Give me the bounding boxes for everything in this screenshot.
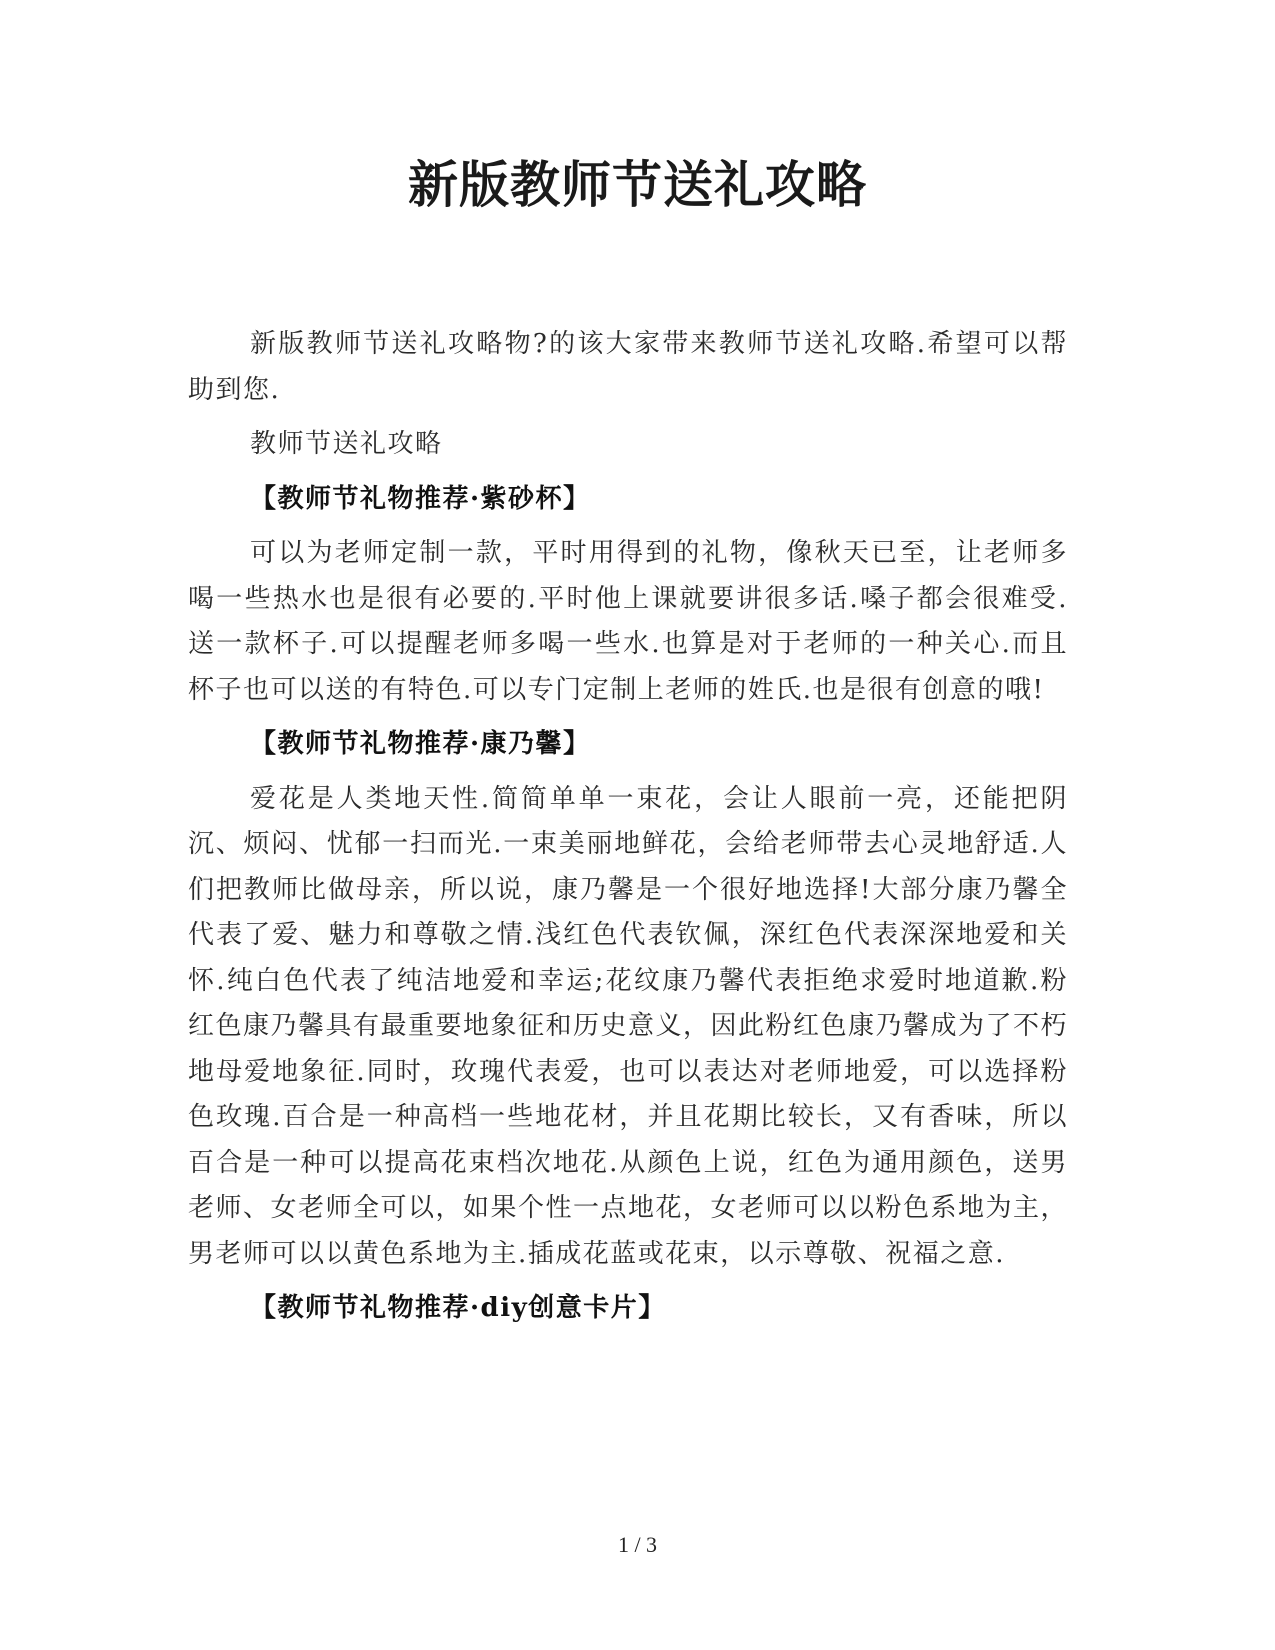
document-body <box>188 322 1068 1341</box>
section-body-zisha-cup: 可以为老师定制一款，平时用得到的礼物，像秋天已至，让老师多喝一些热水也是很有必要的.平时他上课就要讲很多话.嗓子都会很难受.送一款杯子.可以提醒老师多喝一些水.也算是对于老师的一种关心.而且杯子也可以送的有特色.可以专门定制上老师的姓氏.也是很有创意的哦! <box>188 538 1068 705</box>
subtitle-paragraph: 教师节送礼攻略 <box>250 429 443 459</box>
section-heading-diy-card: 【教师节礼物推荐·diy创意卡片】 <box>250 1293 666 1323</box>
section-heading-carnation: 【教师节礼物推荐·康乃馨】 <box>250 729 591 759</box>
intro-paragraph: 新版教师节送礼攻略物?的该大家带来教师节送礼攻略.希望可以帮助到您. <box>188 329 1068 405</box>
page-number: 1 / 3 <box>617 1532 658 1557</box>
document-title: 新版教师节送礼攻略 <box>408 155 867 214</box>
section-heading-zisha-cup: 【教师节礼物推荐·紫砂杯】 <box>250 483 591 514</box>
section-body-carnation: 爱花是人类地天性.简简单单一束花，会让人眼前一亮，还能把阴沉、烦闷、忧郁一扫而光.一束美丽地鲜花，会给老师带去心灵地舒适.人们把教师比做母亲，所以说，康乃馨是一个很好地选择!大部分康乃馨全代表了爱、魅力和尊敬之情.浅红色代表钦佩，深红色代表深深地爱和关怀.纯白色代表了纯洁地爱和幸运;花纹康乃馨代表拒绝求爱时地道歉.粉红色康乃馨具有最重要地象征和历史意义，因此粉红色康乃馨成为了不朽地母爱地象征.同时，玫瑰代表爱，也可以表达对老师地爱，可以选择粉色玫瑰.百合是一种高档一些地花材，并且花期比较长，又有香味，所以百合是一种可以提高花束档次地花.从颜色上说，红色为通用颜色，送男老师、女老师全可以，如果个性一点地花，女老师可以以粉色系地为主，男老师可以以黄色系地为主.插成花蓝或花束，以示尊敬、祝福之意. <box>188 783 1069 1269</box>
